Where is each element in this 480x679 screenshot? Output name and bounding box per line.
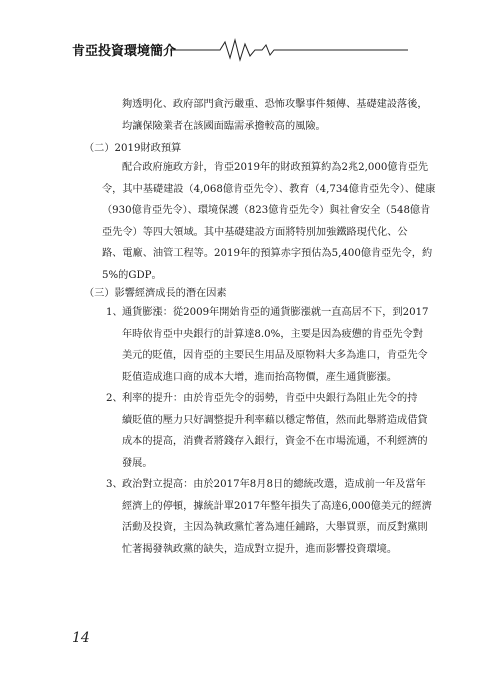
section-heading-budget: （二）2019財政預算 — [84, 143, 182, 154]
text-line: 貶值造成進口商的成本大增，進而抬高物價，產生通貨膨漲。 — [122, 371, 398, 383]
text-line: 發展。 — [122, 457, 153, 469]
text-line: 均讓保險業者在該國面臨需承擔較高的風險。 — [122, 120, 326, 132]
running-header — [72, 36, 408, 66]
factor-item-interest-rate — [122, 388, 428, 474]
text-line: 路、電廠、油管工程等。2019年的預算赤字預估為5,400億肯亞先令，約 — [102, 248, 433, 259]
text-line: 成本的提高，消費者將錢存入銀行，資金不在市場流通，不利經濟的 — [122, 436, 428, 447]
text-line: 年時依肯亞中央銀行的計算達8.0%，主要是因為疲憊的肯亞先令對 — [122, 328, 423, 340]
text-line: 活動及投資，主因為執政黨忙著為連任鋪路，大舉買票，而反對黨則 — [122, 522, 428, 533]
page-number: 14 — [72, 630, 90, 646]
text-line: 令，其中基礎建設（4,068億肯亞先令）、教育（4,734億肯亞先令）、健康 — [102, 183, 436, 195]
text-line: 通貨膨漲：從2009年開始肯亞的通貨膨漲就一直高居不下，到2017 — [122, 307, 429, 318]
text-line: 政治對立提高：由於2017年8月8日的總統改選，造成前一年及當年 — [122, 479, 426, 490]
text-line: 續貶值的壓力只好調整提升利率藉以穩定幣值，然而此舉將造成借貸 — [122, 414, 428, 426]
item-number: 2、 — [106, 393, 123, 404]
item-number: 1、 — [106, 307, 123, 318]
text-line: （930億肯亞先令）、環境保護（823億肯亞先令）與社會安全（548億肯 — [102, 205, 431, 216]
text-line: 亞先令）等四大領域。其中基礎建設方面將特別加強鐵路現代化、公 — [102, 226, 408, 238]
text-line: 利率的提升：由於肯亞先令的弱勢，肯亞中央銀行為阻止先令的持 — [122, 393, 418, 404]
text-line: 經濟上的停頓，據統計單2017年整年損失了高達6,000億美元的經濟 — [122, 500, 432, 512]
text-line: 美元的貶值，因肯亞的主要民生用品及原物料大多為進口，肯亞先令 — [122, 350, 428, 361]
text-line: 5%的GDP。 — [102, 269, 162, 281]
section-heading-growth-factors: （三）影響經濟成長的潛在因素 — [84, 288, 227, 299]
header-title: 肯亞投資環境簡介 — [72, 44, 177, 59]
budget-paragraph — [102, 157, 435, 286]
text-line: 配合政府施政方針，肯亞2019年的財政預算約為2兆2,000億肯亞先 — [122, 162, 429, 173]
text-line: 忙著揭發執政黨的缺失，造成對立提升，進而影響投資環境。 — [122, 543, 398, 555]
text-line: 夠透明化、政府部門貪污嚴重、恐怖攻擊事件頻傳、基礎建設落後， — [122, 99, 428, 110]
heartbeat-rule-icon — [72, 36, 408, 66]
intro-paragraph — [122, 94, 428, 137]
factor-item-inflation — [122, 302, 429, 388]
factor-item-political-tension — [122, 474, 432, 560]
item-number: 3、 — [106, 479, 123, 490]
